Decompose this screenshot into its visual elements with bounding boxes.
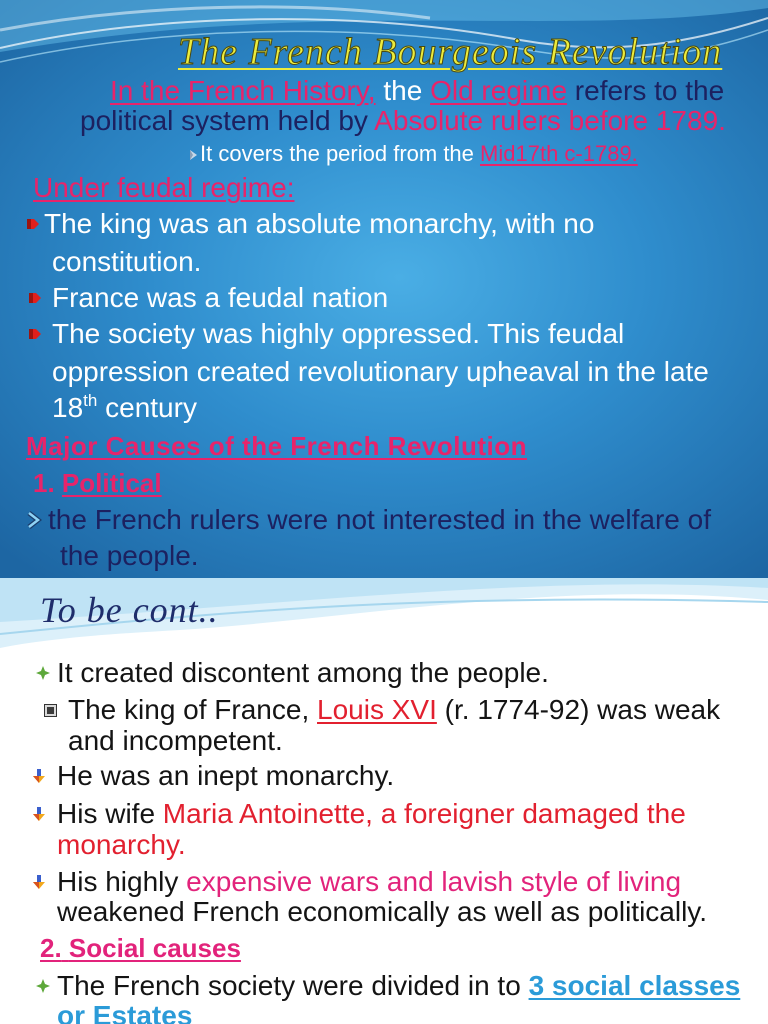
continued-heading: To be cont..: [40, 590, 219, 630]
feudal-point-1-line-2: constitution.: [52, 246, 202, 277]
century-number: 18: [52, 392, 84, 423]
slide-2: [0, 578, 768, 1024]
point-2-line-2: and incompetent.: [68, 725, 283, 756]
his-highly-text: His highly: [57, 866, 179, 897]
feudal-point-2-line-1: France was a feudal nation: [52, 282, 389, 313]
point-6-line-2: or Estates: [57, 1000, 193, 1024]
social-number: 2.: [40, 933, 62, 963]
down-arrow-bullet-icon: [33, 874, 45, 895]
old-regime-text: Old regime: [430, 75, 568, 106]
reign-text: (r. 1774-92) was weak: [444, 694, 721, 725]
society-divided-text: The French society were divided in to: [57, 970, 521, 1001]
point-2-line-1: [68, 693, 720, 727]
century-suffix: th: [83, 391, 98, 410]
period-text: It covers the period from the: [200, 141, 474, 166]
intro-line-2: [80, 104, 726, 138]
point-1-line-1: It created discontent among the people.: [57, 657, 549, 688]
slide-title: The French Bourgeois Revolution: [178, 31, 723, 73]
social-cause-heading: [40, 931, 241, 965]
causes-heading: Major Causes of the French Revolution: [26, 431, 528, 461]
red-arrow-bullet-icon: [28, 291, 42, 310]
down-arrow-bullet-icon: [33, 768, 45, 789]
king-of-france-text: The king of France,: [68, 694, 310, 725]
century-word: century: [105, 392, 197, 423]
feudal-point-1-line-1: The king was an absolute monarchy, with no: [44, 208, 595, 239]
political-point-line-1: the French rulers were not interested in the welfare of: [48, 504, 712, 535]
green-diamond-icon: [36, 979, 50, 998]
political-cause-heading: [33, 466, 162, 500]
feudal-point-3-line-2: oppression created revolutionary upheaval in the late: [52, 356, 709, 387]
point-3-line-1: He was an inept monarchy.: [57, 760, 395, 791]
maria-antoinette-text: Maria Antoinette, a foreigner damaged the: [162, 798, 686, 829]
point-4-line-2: monarchy.: [57, 829, 186, 860]
refers-text: refers to the: [574, 75, 725, 106]
point-5-line-1: [57, 865, 681, 899]
period-line: [200, 140, 638, 168]
political-number: 1.: [33, 468, 55, 498]
political-point-line-2: the people.: [60, 540, 199, 571]
the-text: the: [383, 75, 423, 106]
small-bullet-icon: [189, 148, 198, 166]
feudal-heading: Under feudal regime:: [33, 172, 295, 203]
intro-line-1: [110, 74, 724, 108]
chevron-right-icon: [26, 511, 42, 534]
feudal-point-3-line-3: [52, 391, 197, 429]
red-arrow-bullet-icon: [26, 217, 40, 236]
square-bullet-icon: [44, 704, 57, 722]
social-classes-text: 3 social classes: [528, 970, 741, 1001]
louis-xvi-text: Louis XVI: [317, 694, 437, 725]
political-label: Political: [61, 468, 162, 498]
point-5-line-2: weakened French economically as well as politically.: [57, 896, 708, 927]
political-system-text: political system held by: [80, 105, 368, 136]
french-history-text: In the French History,: [110, 75, 376, 106]
down-arrow-bullet-icon: [33, 806, 45, 827]
point-6-line-1: [57, 969, 740, 1003]
expensive-wars-text: expensive wars and lavish style of living: [186, 866, 682, 897]
point-4-line-1: [57, 797, 686, 831]
period-range-text: Mid17th c-1789.: [480, 141, 638, 166]
absolute-rulers-text: Absolute rulers before 1789.: [374, 105, 726, 136]
his-wife-text: His wife: [57, 798, 156, 829]
green-diamond-icon: [36, 666, 50, 685]
red-arrow-bullet-icon: [28, 327, 42, 346]
social-label: Social causes: [68, 933, 241, 963]
feudal-point-3-line-1: The society was highly oppressed. This feudal: [52, 318, 625, 349]
